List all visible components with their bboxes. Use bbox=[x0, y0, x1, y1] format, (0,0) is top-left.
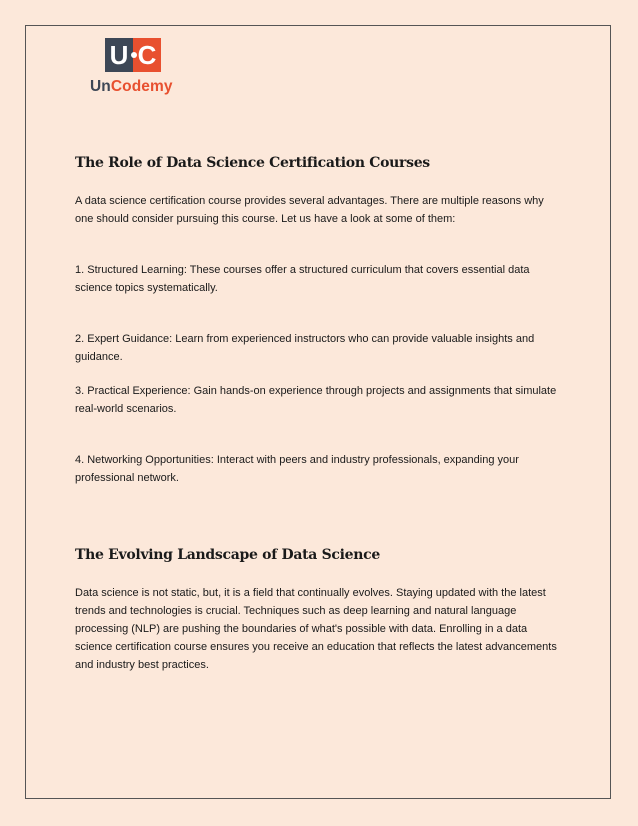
landscape-paragraph: Data science is not static, but, it is a field that continually evolves. Staying updated with the latest trends and technologies is crucial. Techniques such as deep learning and natural language processing (NLP) are pushing the boundaries of what's possible with data. Enrolling in a data science certification course ensures you receive an education that reflects the latest advancements and industry best practices. bbox=[75, 587, 557, 671]
uncodemy-logo bbox=[90, 38, 182, 100]
list-item-expert-guidance: 2. Expert Guidance: Learn from experienced instructors who can provide valuable insights and guidance. bbox=[75, 333, 535, 363]
section-intro-paragraph: A data science certification course provides several advantages. There are multiple reasons why one should consider pursuing this course. Let us have a look at some of them: bbox=[75, 195, 544, 225]
logo-dot bbox=[131, 52, 137, 58]
logo-mark bbox=[105, 38, 163, 72]
logo-letter-c: C bbox=[133, 38, 161, 72]
list-item-structured-learning: 1. Structured Learning: These courses offer a structured curriculum that covers essential data science topics systematically. bbox=[75, 264, 530, 294]
logo-letter-u: U bbox=[105, 38, 133, 72]
section-heading-landscape: The Evolving Landscape of Data Science bbox=[75, 547, 380, 563]
list-item-practical-experience: 3. Practical Experience: Gain hands-on experience through projects and assignments that simulate real-world scenarios. bbox=[75, 385, 557, 415]
logo-wordmark: UnCodemy bbox=[90, 78, 173, 95]
section-heading-role: The Role of Data Science Certification Courses bbox=[75, 155, 430, 171]
list-item-networking: 4. Networking Opportunities: Interact with peers and industry professionals, expanding your professional network. bbox=[75, 454, 519, 484]
